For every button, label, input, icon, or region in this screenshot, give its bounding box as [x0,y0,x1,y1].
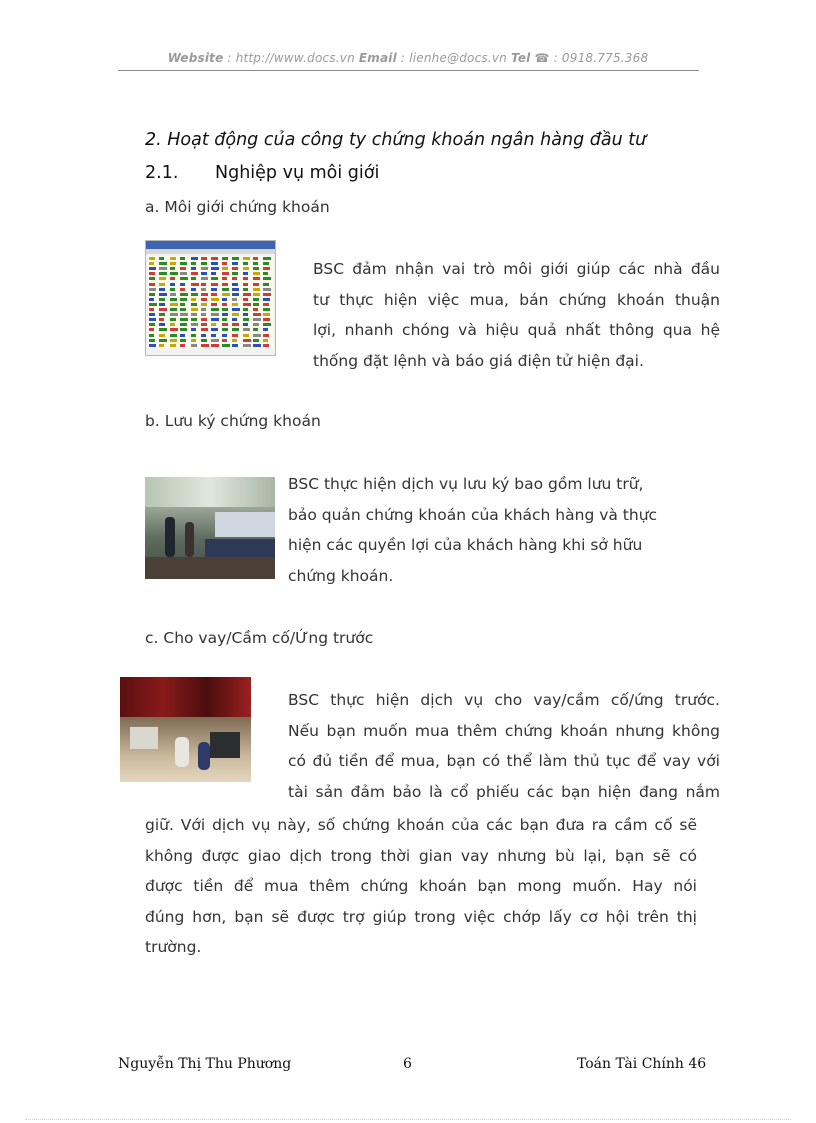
board-cell [201,318,207,321]
item-b-line: chứng khoán. [288,566,394,585]
board-cell [222,262,227,265]
board-cell [232,272,238,275]
board-cell [232,328,239,331]
board-cell [243,323,248,326]
board-cell [253,267,259,270]
board-cell [211,298,219,301]
board-cell [232,334,238,337]
board-cell [232,344,238,347]
tel-value: ☎ : 0918.775.368 [530,51,649,65]
board-cell [191,283,199,286]
board-cell [191,313,197,316]
board-cell [211,272,216,275]
board-cell [170,262,176,265]
board-cell [191,272,198,275]
board-cell [149,272,155,275]
board-cell [211,318,219,321]
board-cell [159,318,164,321]
board-cell [253,257,258,260]
board-cell [170,298,177,301]
board-cell [149,318,156,321]
board-cell [180,257,185,260]
board-cell [253,283,259,286]
item-c-line: BSC thực hiện dịch vụ cho vay/cầm cố/ứng trước. [288,691,720,709]
section-title: 2. Hoạt động của công ty chứng khoán ngân hàng đầu tư [145,130,647,150]
board-cell [149,298,154,301]
board-cell [191,293,198,296]
board-cell [191,262,196,265]
board-titlebar [146,241,275,249]
board-cell [263,303,269,306]
board-cell [211,308,219,311]
board-cell [243,318,249,321]
board-cell [232,303,238,306]
board-cell [263,323,271,326]
board-cell [263,339,268,342]
board-cell [201,277,208,280]
board-cell [243,267,249,270]
board-cell [232,288,239,291]
board-cell [222,257,228,260]
board-cell [211,334,216,337]
board-cell [222,323,228,326]
board-cell [180,339,186,342]
board-cell [263,277,271,280]
header-rule [118,70,699,71]
board-cell [232,323,239,326]
board-cell [253,272,260,275]
board-cell [180,334,185,337]
board-cell [180,344,185,347]
board-cell [263,267,270,270]
board-cell [243,277,248,280]
board-cell [253,339,259,342]
item-b-line: hiện các quyền lợi của khách hàng khi sở hữu [288,536,643,554]
item-a-heading: a. Môi giới chứng khoán [145,198,330,216]
board-cell [211,277,218,280]
board-cell [170,339,177,342]
board-cell [253,344,261,347]
item-c-line: có đủ tiền để mua, bạn có thể làm thủ tục để vay với [288,752,720,770]
board-cell [149,339,155,342]
board-cell [180,283,185,286]
board-cell [180,328,187,331]
board-cell [211,339,219,342]
board-cell [159,323,165,326]
board-cell [170,318,176,321]
item-a-line: lợi, nhanh chóng và hiệu quả nhất thông qua hệ [313,321,720,339]
board-cell [170,308,177,311]
website-value: : http://www.docs.vn [223,51,359,65]
board-cell [211,262,218,265]
item-a-line: BSC đảm nhận vai trò môi giới giúp các nhà đầu [313,260,720,278]
board-cell [211,267,219,270]
board-cell [211,344,219,347]
board-cell [180,298,187,301]
board-cell [159,313,165,316]
stock-board-image [145,240,276,356]
tel-label: Tel [510,51,531,65]
board-cell [191,339,196,342]
board-cell [253,323,259,326]
board-cell [253,277,260,280]
board-cell [170,277,175,280]
item-c-full-line: được tiền để mua thêm chứng khoán bạn mong muốn. Hay nói [145,877,697,895]
board-cell [159,283,165,286]
item-c-text-wrap [288,685,720,807]
board-cell [222,339,227,342]
board-cell [263,288,271,291]
board-cell [201,293,208,296]
board-cell [159,277,166,280]
board-cell [201,313,206,316]
board-toolbar [146,249,275,254]
board-cell [253,288,260,291]
subsection-title [145,163,379,183]
board-cell [243,293,251,296]
board-cell [263,308,270,311]
board-cell [201,328,208,331]
board-cell [149,334,154,337]
board-cell [159,267,167,270]
board-cell [263,257,271,260]
board-cell [222,318,227,321]
board-cell [253,328,258,331]
board-cell [232,267,238,270]
board-cell [263,328,268,331]
board-cell [232,318,237,321]
board-cell [180,262,187,265]
board-cell [201,298,207,301]
board-cell [232,298,237,301]
board-cell [253,308,258,311]
board-cell [201,272,207,275]
board-cell [211,328,218,331]
board-cell [253,334,261,337]
board-cell [211,313,219,316]
board-cell [222,272,229,275]
item-c-text-full [145,810,697,963]
item-c-full-line: trường. [145,938,202,956]
board-cell [191,303,197,306]
board-cell [170,334,177,337]
board-cell [170,288,175,291]
item-c-full-line: đúng hơn, bạn sẽ được trợ giúp trong việc chớp lấy cơ hội trên thị [145,907,697,926]
board-cell [159,262,167,265]
board-cell [149,283,155,286]
board-cell [170,313,178,316]
board-cell [222,308,228,311]
board-cell [211,283,218,286]
board-cell [180,293,188,296]
board-cell [201,323,207,326]
board-cell [170,323,175,326]
board-cell [180,267,186,270]
board-cell [211,288,217,291]
board-cell [149,308,154,311]
board-cell [222,288,229,291]
board-cell [170,283,175,286]
board-cell [159,303,165,306]
footer-page-number: 6 [403,1056,412,1072]
board-cell [159,293,167,296]
board-cell [232,257,239,260]
board-cell [253,318,261,321]
board-cell [180,318,188,321]
board-cell [222,298,227,301]
board-cell [149,313,155,316]
board-cell [222,293,230,296]
board-cell [222,328,228,331]
footer-class: Toán Tài Chính 46 [577,1056,707,1072]
board-cell [232,283,238,286]
board-cell [149,303,157,306]
website-label: Website [167,51,224,65]
board-cell [159,308,167,311]
board-cell [180,277,188,280]
item-a-line: tư thực hiện việc mua, bán chứng khoán thuận [313,290,720,309]
board-cell [243,298,248,301]
board-cell [263,262,269,265]
board-cell [232,313,239,316]
board-cell [191,308,198,311]
board-cell [170,303,178,306]
board-cell [222,277,227,280]
board-cell [222,344,230,347]
board-cell [243,313,248,316]
board-cell [191,328,196,331]
item-c-full-line: không được giao dịch trong thời gian vay nhưng bù lại, bạn sẽ có [145,846,697,865]
board-cell [253,293,260,296]
board-cell [201,283,206,286]
board-cell [243,272,248,275]
board-cell [253,298,259,301]
board-cell [222,283,228,286]
board-cell [159,257,164,260]
board-cell [180,272,187,275]
board-cell [180,303,185,306]
board-cell [201,308,206,311]
item-b-text [288,469,668,591]
board-cell [243,339,251,342]
board-cell [222,303,227,306]
item-a-line: thống đặt lệnh và báo giá điện tử hiện đại. [313,351,644,370]
board-cell [180,308,186,311]
board-cell [149,328,154,331]
board-cell [170,344,176,347]
board-cell [243,257,250,260]
board-cell [243,288,248,291]
board-cell [201,267,208,270]
board-cell [263,313,270,316]
board-cell [201,262,207,265]
board-cell [201,303,207,306]
item-b-heading: b. Lưu ký chứng khoán [145,412,321,430]
board-cell [191,257,198,260]
board-cell [253,262,258,265]
board-cell [232,293,239,296]
board-cell [149,277,155,280]
board-cell [201,339,207,342]
board-cell [263,298,270,301]
board-cell [243,283,248,286]
board-cell [211,257,218,260]
board-cell [243,262,248,265]
board-cell [170,272,178,275]
item-c-full-line: giữ. Với dịch vụ này, số chứng khoán của các bạn đưa ra cầm cố sẽ [145,816,697,834]
subsection-label: Nghiệp vụ môi giới [215,163,380,183]
board-cell [149,344,156,347]
board-cell [149,323,155,326]
board-cell [263,283,269,286]
board-cell [191,334,196,337]
custody-office-photo [145,477,275,579]
board-cell [149,288,156,291]
board-cell [253,313,261,316]
board-cell [149,257,155,260]
board-cell [211,303,217,306]
board-cell [149,267,156,270]
board-cell [180,323,187,326]
board-cell [211,323,216,326]
board-cell [263,272,268,275]
board-cell [263,334,269,337]
board-cell [191,277,196,280]
board-cell [159,298,165,301]
board-cell [232,308,240,311]
board-cell [159,272,167,275]
bottom-border [25,1119,791,1120]
board-cell [170,328,178,331]
board-cell [180,288,185,291]
board-cell [201,344,209,347]
board-cell [159,339,167,342]
board-cell [222,267,228,270]
board-grid [148,256,273,348]
trading-floor-photo [120,677,251,782]
board-cell [263,293,271,296]
board-cell [149,262,154,265]
board-cell [191,288,196,291]
board-cell [243,344,251,347]
board-cell [263,344,269,347]
item-c-heading: c. Cho vay/Cầm cố/Ứng trước [145,629,374,647]
board-cell [211,293,217,296]
board-cell [149,293,155,296]
board-cell [180,313,188,316]
board-cell [243,334,249,337]
board-cell [201,288,206,291]
page-header [0,51,816,65]
board-cell [253,303,259,306]
board-cell [243,328,250,331]
board-cell [232,262,238,265]
board-cell [191,318,197,321]
board-cell [232,277,237,280]
item-c-line: tài sản đảm bảo là cổ phiếu các bạn hiện đang nắm [288,782,720,801]
board-cell [201,334,206,337]
item-a-text [313,254,720,376]
board-cell [201,257,207,260]
board-cell [170,293,176,296]
item-b-line: bảo quản chứng khoán của khách hàng và thực [288,505,658,524]
item-b-line: BSC thực hiện dịch vụ lưu ký bao gồm lưu trữ, [288,475,644,493]
board-cell [170,257,176,260]
board-cell [159,344,164,347]
board-cell [170,267,175,270]
email-value: : lienhe@docs.vn [396,51,511,65]
board-cell [191,344,197,347]
board-cell [222,334,227,337]
item-c-line: Nếu bạn muốn mua thêm chứng khoán nhưng không [288,721,720,740]
board-cell [191,267,196,270]
board-cell [159,288,165,291]
board-cell [263,318,270,321]
board-cell [243,303,251,306]
email-label: Email [358,51,397,65]
board-cell [159,328,167,331]
board-cell [232,339,237,342]
board-cell [243,308,248,311]
board-cell [222,313,228,316]
board-cell [191,323,198,326]
board-cell [191,298,196,301]
subsection-number: 2.1. [145,163,179,183]
footer-author: Nguyễn Thị Thu Phương [118,1056,292,1072]
board-cell [159,334,165,337]
